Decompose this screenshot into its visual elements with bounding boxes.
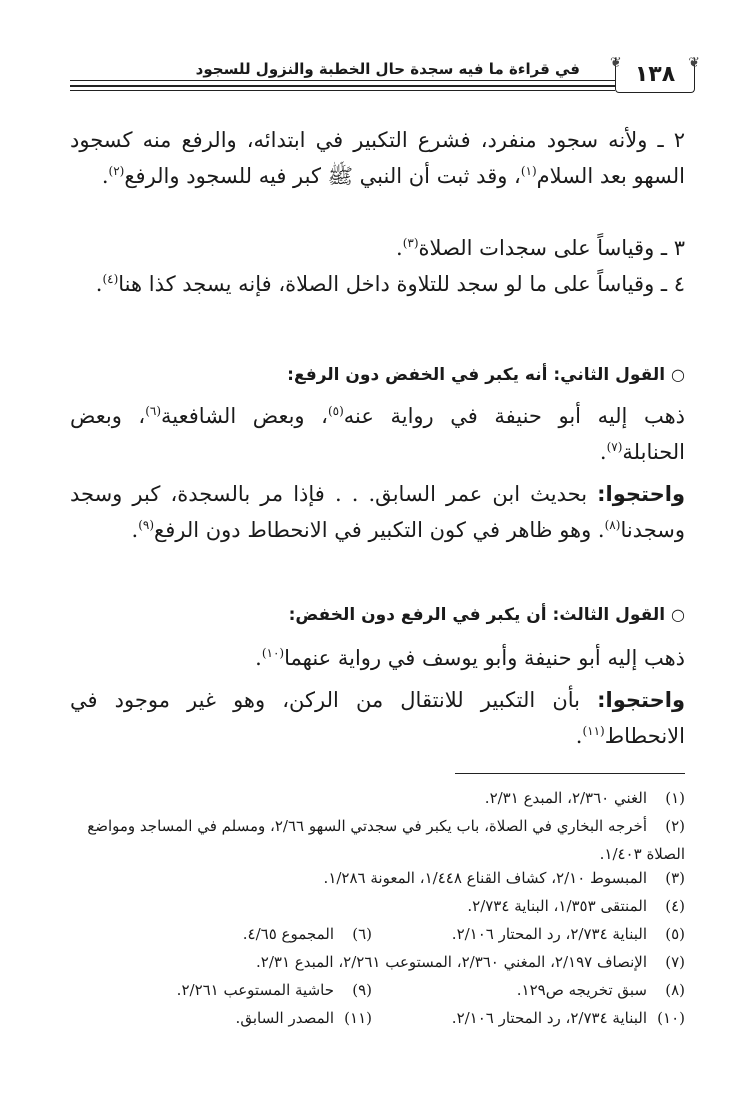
section-heading-second-opinion: ○القول الثاني: أنه يكبر في الخفض دون الرفع:: [287, 365, 685, 385]
footnote-3: (٣)المبسوط ٢/١٠، كشاف القناع ١/٤٤٨، المعونة ١/٢٨٦.: [323, 869, 685, 887]
footnote-ref: (٧): [606, 440, 623, 454]
header-rule: [70, 80, 615, 81]
circle-bullet-icon: ○: [671, 365, 685, 384]
header-rule: [70, 90, 615, 91]
circle-bullet-icon: ○: [671, 605, 685, 624]
footnote-ref: (٩): [138, 518, 155, 532]
footnote-1: (١)الغني ٢/٣٦٠، المبدع ٢/٣١.: [484, 789, 685, 807]
footnote-ref: (٦): [145, 404, 162, 418]
paragraph-second-opinion: ذهب إليه أبو حنيفة في رواية عنه$^{(٥)}$، وبعض الشافعية$^{(٦)}$، وبعض الحنابلة$^{(٧)}$.: [70, 404, 686, 464]
footnote-8-9: (٨)سبق تخريجه ص١٢٩.(٩)حاشية المستوعب ٢/٢٦١.: [176, 981, 685, 999]
page-header: [70, 58, 695, 98]
footnote-5-6: (٥)البناية ٢/٧٣٤، رد المحتار ٢/١٠٦.(٦)المجموع ٤/٦٥.: [242, 925, 685, 943]
footnote-ref: (١١): [582, 724, 605, 738]
footnote-10-11: (١٠)البناية ٢/٧٣٤، رد المحتار ٢/١٠٦.(١١)المصدر السابق.: [235, 1009, 685, 1027]
paragraph-second-argument: واحتجوا: بحديث ابن عمر السابق. . . فإذا مر بالسجدة، كبر وسجد وسجدنا$^{(٨)}$. وهو ظاهر في كون التكبير في الانحطاط دون الرفع$^{(٩)}$.: [70, 482, 685, 542]
argument-label: واحتجوا:: [597, 482, 685, 506]
footnote-2: (٢)أخرجه البخاري في الصلاة، باب يكبر في سجدتي السهو ٢/٦٦، ومسلم في المساجد ومواضع الصلاة ١/٤٠٣.: [87, 817, 685, 863]
footnote-ref: (١٠): [261, 646, 285, 660]
paragraph-point-2: ٢ ـ ولأنه سجود منفرد، فشرع التكبير في ابتدائه، والرفع منه كسجود السهو بعد السلام$^{(١)}$، وقد ثبت أن النبي ﷺ كبر فيه للسجود والرفع$^{(٢)}$.: [70, 128, 685, 188]
footnote-4: (٤)المنتقى ١/٣٥٣، البناية ٢/٧٣٤.: [467, 897, 685, 915]
paragraph-third-opinion: ذهب إليه أبو حنيفة وأبو يوسف في رواية عنهما$^{(١٠)}$.: [255, 646, 685, 670]
argument-label: واحتجوا:: [597, 688, 685, 712]
section-heading-third-opinion: ○القول الثالث: أن يكبر في الرفع دون الخفض:: [288, 605, 685, 625]
header-rule: [70, 85, 615, 87]
footnote-separator: [455, 773, 685, 774]
footnote-ref: (٤): [102, 272, 119, 286]
footnote-ref: (١): [520, 164, 537, 178]
paragraph-third-argument: واحتجوا: بأن التكبير للانتقال من الركن، وهو غير موجود في الانحطاط$^{(١١)}$.: [70, 688, 685, 748]
footnote-ref: (٨): [604, 518, 621, 532]
footnote-ref: (٣): [402, 236, 419, 250]
paragraph-point-3: ٣ ـ وقياساً على سجدات الصلاة$^{(٣)}$.: [396, 236, 685, 260]
running-title: في قراءة ما فيه سجدة حال الخطبة والنزول للسجود: [195, 60, 580, 78]
page-number: ❦ ١٣٨ ❦: [615, 58, 695, 93]
footnote-ref: (٥): [327, 404, 344, 418]
footnote-7: (٧)الإنصاف ٢/١٩٧، المغني ٢/٣٦٠، المستوعب ٢/٢٦١، المبدع ٢/٣١.: [256, 953, 685, 971]
paragraph-point-4: ٤ ـ وقياساً على ما لو سجد للتلاوة داخل الصلاة، فإنه يسجد كذا هنا$^{(٤)}$.: [95, 272, 685, 296]
footnote-ref: (٢): [108, 164, 125, 178]
